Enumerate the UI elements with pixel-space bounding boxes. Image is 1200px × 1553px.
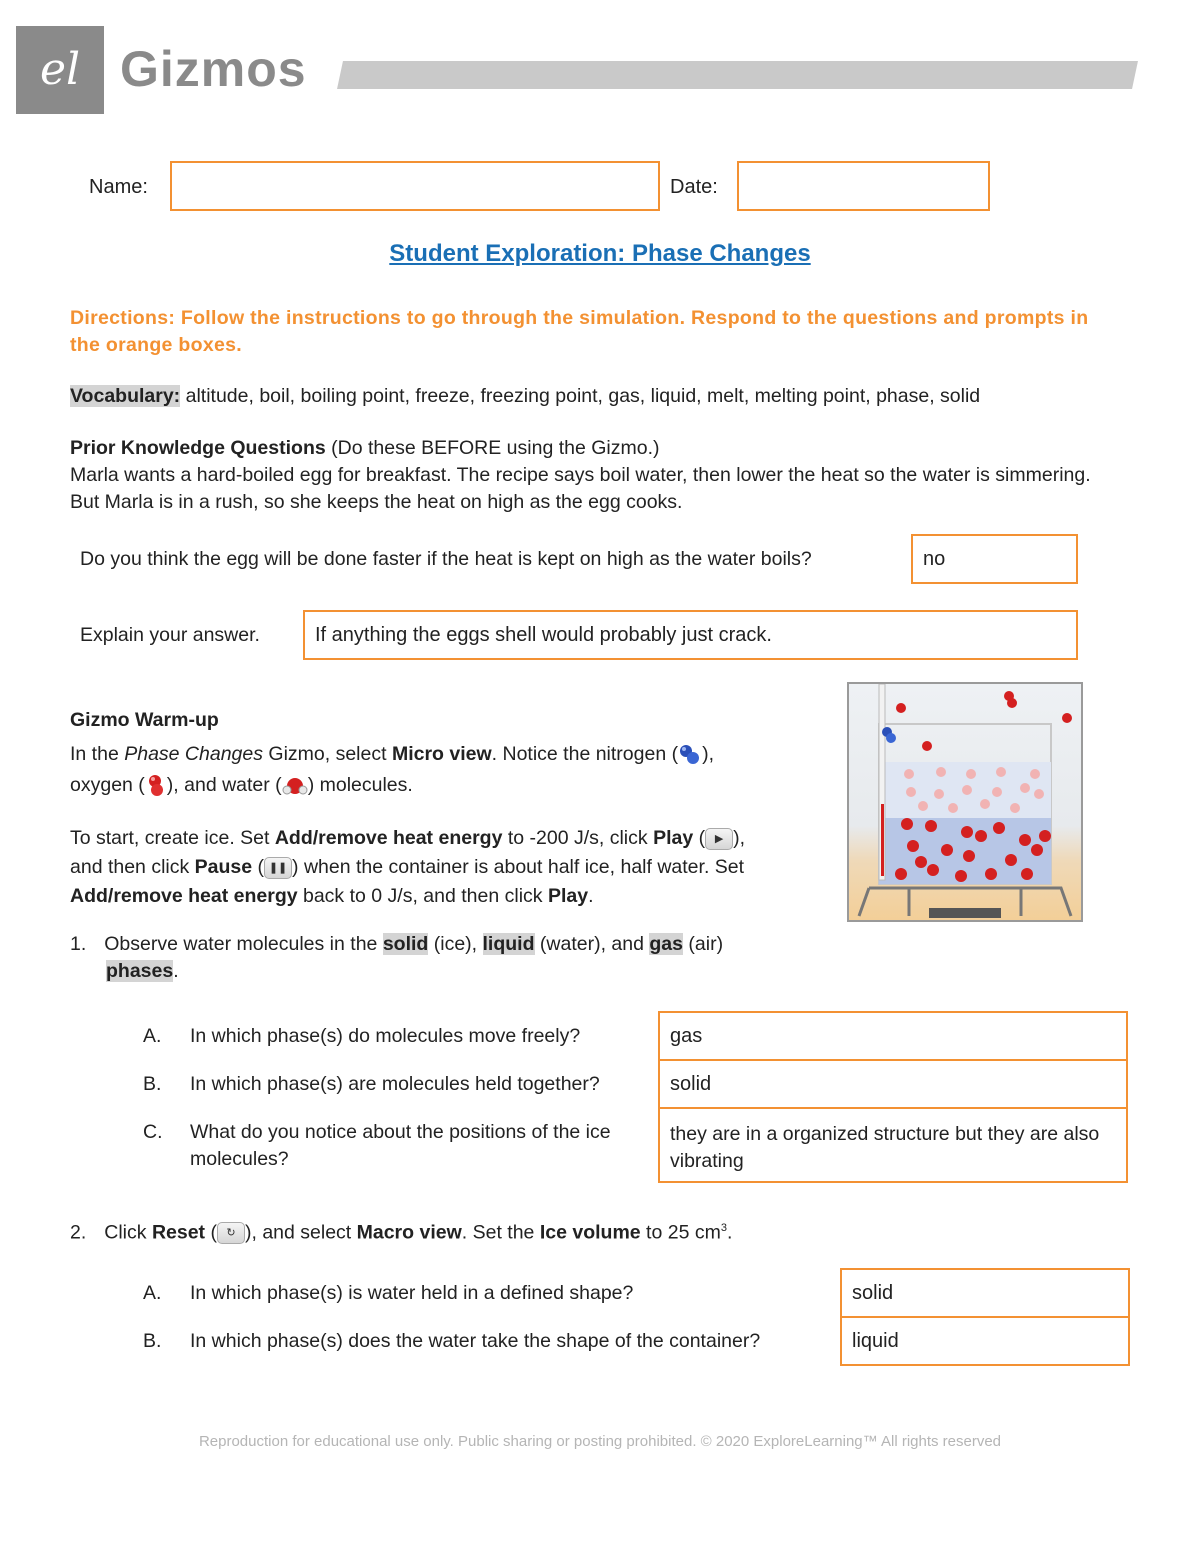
copyright-footer: Reproduction for educational use only. Public sharing or posting prohibited. © 2020 ExploreLearning™ All rights reserved bbox=[198, 1433, 1002, 1450]
answer-1c-field[interactable]: they are in a organized structure but they are also vibrating bbox=[658, 1107, 1128, 1183]
question-1a-letter: A. bbox=[143, 1025, 162, 1047]
prior-question-2: Explain your answer. bbox=[80, 624, 260, 646]
pause-icon: ❚❚ bbox=[264, 857, 292, 879]
oxygen-molecule-icon bbox=[145, 773, 167, 799]
prior-answer-1-field[interactable]: no bbox=[911, 534, 1078, 584]
answer-2a-field[interactable]: solid bbox=[840, 1268, 1130, 1318]
question-1: 1. Observe water molecules in the solid (ice), liquid (water), and gas (air) phases. bbox=[70, 933, 724, 982]
phase-changes-simulation-image bbox=[847, 682, 1083, 922]
date-field[interactable] bbox=[737, 161, 990, 211]
beaker-molecules-illustration bbox=[849, 684, 1081, 920]
warmup-heading: Gizmo Warm-up bbox=[70, 709, 219, 731]
page-title: Student Exploration: Phase Changes bbox=[389, 240, 811, 267]
gizmos-brand: Gizmos bbox=[120, 41, 307, 97]
vocabulary: Vocabulary: altitude, boil, boiling point, freeze, freezing point, gas, liquid, melt, melting point, phase, solid bbox=[70, 385, 981, 407]
prior-knowledge-heading: Prior Knowledge Questions (Do these BEFORE using the Gizmo.) bbox=[70, 437, 660, 459]
question-2a-text: In which phase(s) is water held in a defined shape? bbox=[190, 1282, 634, 1304]
prior-question-1: Do you think the egg will be done faster if the heat is kept on high as the water boils? bbox=[80, 548, 812, 570]
question-2b-letter: B. bbox=[143, 1330, 162, 1352]
explorelearning-logo: el bbox=[16, 26, 104, 114]
warmup-paragraph-1: In the Phase Changes Gizmo, select Micro view. Notice the nitrogen ( ), oxygen ( ), and water ( ) molecules. bbox=[70, 739, 840, 801]
question-1b-text: In which phase(s) are molecules held together? bbox=[190, 1073, 600, 1095]
vocabulary-label: Vocabulary: bbox=[70, 385, 181, 407]
question-2a-letter: A. bbox=[143, 1282, 162, 1304]
answer-2b-field[interactable]: liquid bbox=[840, 1316, 1130, 1366]
nitrogen-molecule-icon bbox=[678, 743, 702, 767]
reset-icon: ↻ bbox=[217, 1222, 245, 1244]
question-1b-letter: B. bbox=[143, 1073, 162, 1095]
play-icon: ▶ bbox=[705, 828, 733, 850]
warmup-paragraph-2: To start, create ice. Set Add/remove heat energy to -200 J/s, click Play ( ▶ ), and then click Pause ( ❚❚ ) when the container is about half ice, half water. Set Add/remove heat energy back to 0 J/s, and then click Play. bbox=[70, 827, 746, 907]
question-2b-text: In which phase(s) does the water take the shape of the container? bbox=[190, 1330, 761, 1352]
question-1a-text: In which phase(s) do molecules move freely? bbox=[190, 1025, 581, 1047]
answer-1a-field[interactable]: gas bbox=[658, 1011, 1128, 1061]
prior-answer-2-field[interactable]: If anything the eggs shell would probably just crack. bbox=[303, 610, 1078, 660]
water-molecule-icon bbox=[282, 775, 308, 797]
name-label: Name: bbox=[89, 176, 148, 198]
question-2: 2. Click Reset ( ↻ ), and select Macro view. Set the Ice volume to 25 $cm^3$. bbox=[70, 1221, 733, 1244]
directions: Directions: Follow the instructions to go through the simulation. Respond to the questions and prompts in the orange boxes. bbox=[70, 307, 1089, 356]
name-field[interactable] bbox=[170, 161, 660, 211]
answer-1b-field[interactable]: solid bbox=[658, 1059, 1128, 1109]
question-1c-letter: C. bbox=[143, 1121, 163, 1143]
prior-knowledge-paragraph: Marla wants a hard-boiled egg for breakfast. The recipe says boil water, then lower the heat so the water is simmering. But Marla is in a rush, so she keeps the heat on high as the egg cooks. bbox=[70, 464, 1091, 513]
date-label: Date: bbox=[670, 176, 718, 198]
question-1c-text: What do you notice about the positions of the ice molecules? bbox=[190, 1121, 611, 1170]
header-bar bbox=[337, 61, 1138, 89]
